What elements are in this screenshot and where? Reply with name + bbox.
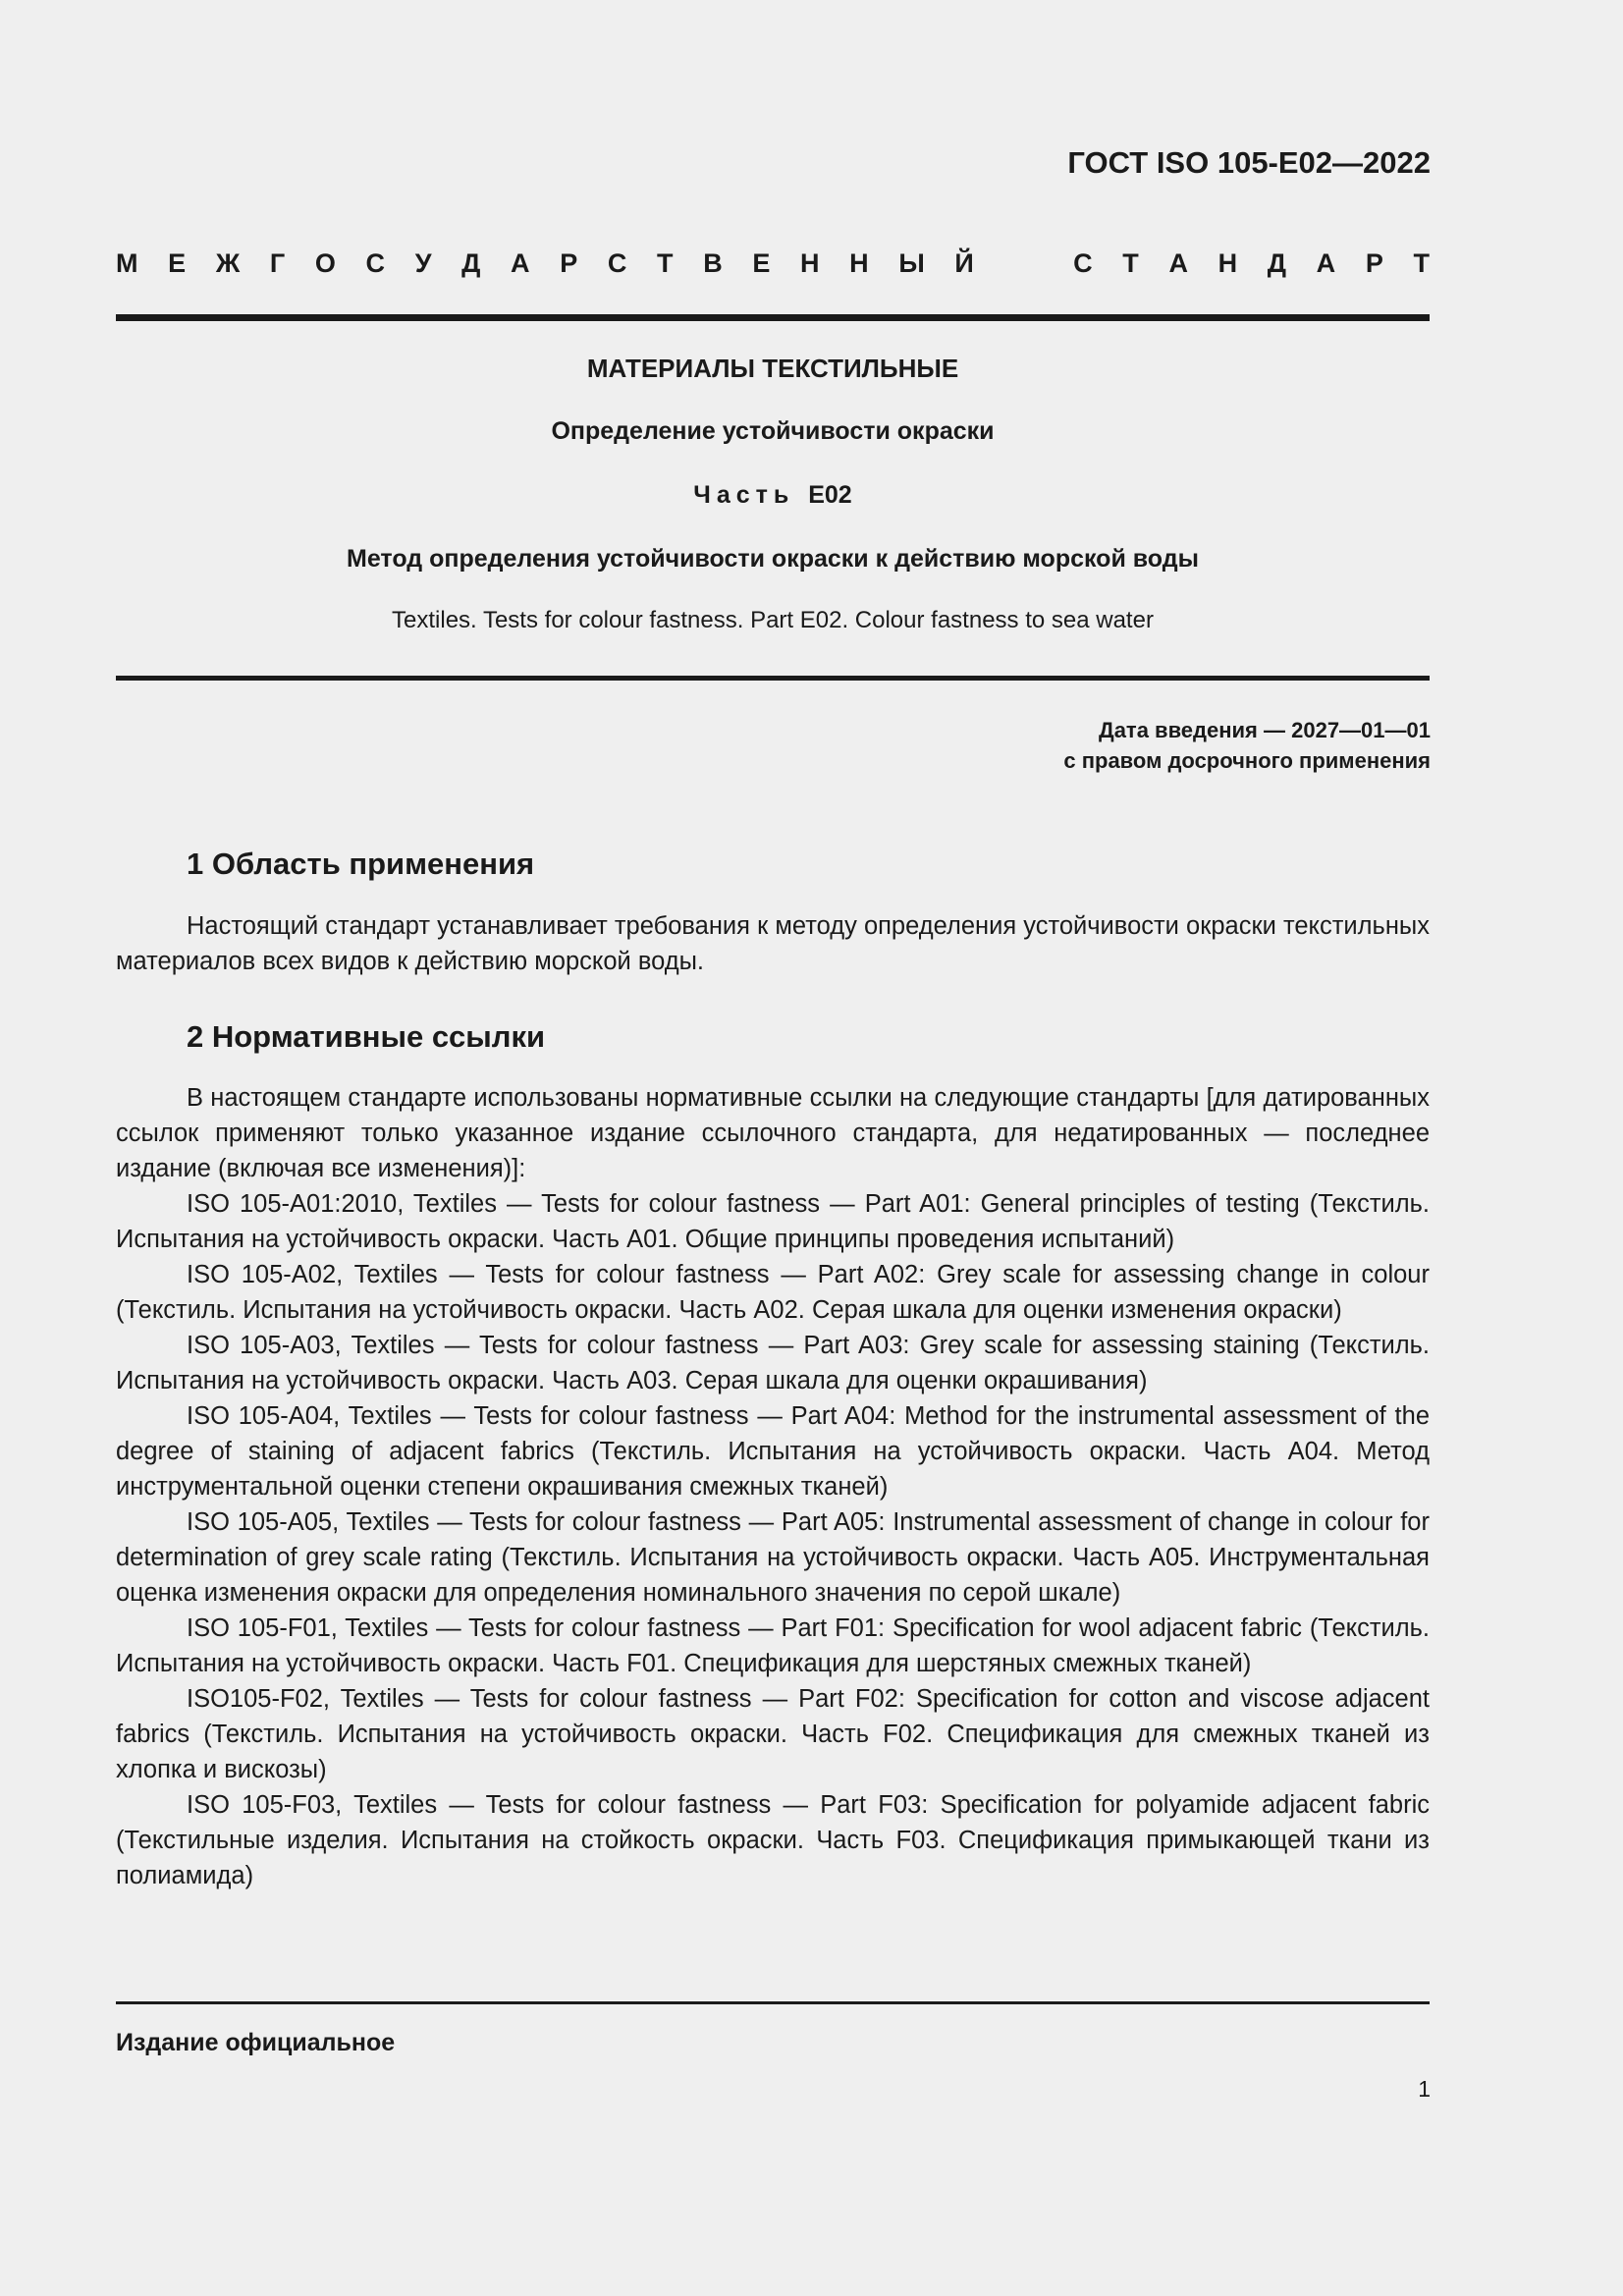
banner-gap <box>1003 248 1043 279</box>
banner-letter: Р <box>560 248 578 278</box>
banner-letter: Т <box>1413 248 1430 278</box>
banner-letter: М <box>116 248 138 278</box>
banner-letter: Ы <box>898 248 925 278</box>
banner-letter: Е <box>752 248 771 278</box>
document-subtitle: Определение устойчивости окраски <box>551 417 995 445</box>
reference-item: ISO 105-A02, Textiles — Tests for colour fastness — Part A02: Grey scale for assessing change in colour (Текстиль. Испытания на устойчивость окраски. Часть A02. Серая шкала для оценки изменения окраски) <box>116 1261 1430 1324</box>
banner-letter: А <box>511 248 530 278</box>
header-divider <box>116 314 1430 321</box>
early-application-note: с правом досрочного применения <box>1063 748 1431 773</box>
part-code: E02 <box>808 481 852 509</box>
introduction-date <box>1063 715 1431 776</box>
banner-letter: Н <box>800 248 820 278</box>
banner-letter: Й <box>954 248 974 278</box>
banner-letter: В <box>703 248 723 278</box>
title-divider <box>116 676 1430 681</box>
reference-item: ISO 105-F03, Textiles — Tests for colour fastness — Part F03: Specification for polyamide adjacent fabric (Текстильные изделия. Испытания на стойкость окраски. Часть F03. Спецификация примыкающей ткани из полиамида) <box>116 1791 1430 1889</box>
reference-item: ISO 105-A04, Textiles — Tests for colour fastness — Part A04: Method for the instrumental assessment of the degree of staining of adjacent fabrics (Текстиль. Испытания на устойчивость окраски. Часть A04. Метод инструментальной оценки степени окрашивания смежных тканей) <box>116 1402 1430 1501</box>
banner-letter: Ж <box>215 248 241 278</box>
reference-item: ISO 105-A03, Textiles — Tests for colour fastness — Part A03: Grey scale for assessing staining (Текстиль. Испытания на устойчивость окраски. Часть A03. Серая шкала для оценки окрашивания) <box>116 1332 1430 1394</box>
banner-letter: О <box>314 248 336 278</box>
banner-letter: Т <box>1122 248 1139 278</box>
document-method-title: Метод определения устойчивости окраски к действию морской воды <box>347 545 1199 573</box>
section-2-heading: 2 Нормативные ссылки <box>187 1019 546 1054</box>
footer-divider <box>116 2001 1430 2004</box>
banner-letter: Е <box>168 248 187 278</box>
document-english-title: Textiles. Tests for colour fastness. Part E02. Colour fastness to sea water <box>392 607 1154 633</box>
paragraph: В настоящем стандарте использованы нормативные ссылки на следующие стандарты [для датированных ссылок применяют только указанное издание ссылочного стандарта, для недатированных — последнее издание (включая все изменения)]: <box>116 1084 1430 1182</box>
banner-letter: С <box>365 248 386 278</box>
document-part <box>116 481 1430 510</box>
reference-item: ISO 105-A05, Textiles — Tests for colour fastness — Part A05: Instrumental assessment of change in colour for determination of grey scale rating (Текстиль. Испытания на устойчивость окраски. Часть A05. Инструментальная оценка изменения окраски для определения номинального значения по серой шкале) <box>116 1508 1430 1607</box>
page-number: 1 <box>1418 2076 1431 2102</box>
reference-item: ISO 105-A01:2010, Textiles — Tests for colour fastness — Part A01: General principles of testing (Текстиль. Испытания на устойчивость окраски. Часть A01. Общие принципы проведения испытаний) <box>116 1190 1430 1253</box>
banner-letter: Р <box>1365 248 1383 278</box>
banner-letter: Н <box>1217 248 1238 278</box>
document-title: МАТЕРИАЛЫ ТЕКСТИЛЬНЫЕ <box>586 354 959 383</box>
paragraph: Настоящий стандарт устанавливает требования к методу определения устойчивости окраски текстильных материалов всех видов к действию морской воды. <box>116 912 1430 975</box>
banner-letter: С <box>607 248 627 278</box>
banner-letter: Н <box>849 248 869 278</box>
section-1-body <box>116 908 1430 979</box>
section-2-body <box>116 1080 1430 1893</box>
reference-item: ISO 105-F01, Textiles — Tests for colour fastness — Part F01: Specification for wool adjacent fabric (Текстиль. Испытания на устойчивость окраски. Часть F01. Спецификация для шерстяных смежных тканей) <box>116 1614 1430 1677</box>
standard-code: ГОСТ ISO 105-E02—2022 <box>1067 145 1431 180</box>
banner-letter: А <box>1316 248 1336 278</box>
section-1-heading: 1 Область применения <box>187 847 535 881</box>
banner-letter: А <box>1168 248 1188 278</box>
part-word: Часть <box>693 481 795 509</box>
interstate-standard-banner <box>116 248 1430 279</box>
date-of-introduction: Дата введения — 2027—01—01 <box>1099 718 1431 742</box>
banner-letter: С <box>1073 248 1093 278</box>
banner-letter: Д <box>1267 248 1287 278</box>
official-edition-label: Издание официальное <box>116 2029 396 2056</box>
banner-letter: Т <box>657 248 674 278</box>
banner-letter: Д <box>461 248 481 278</box>
banner-letter: У <box>414 248 432 278</box>
reference-item: ISO105-F02, Textiles — Tests for colour fastness — Part F02: Specification for cotton and viscose adjacent fabrics (Текстиль. Испытания на устойчивость окраски. Часть F02. Спецификация для смежных тканей из хлопка и вискозы) <box>116 1685 1430 1783</box>
banner-letter: Г <box>269 248 286 278</box>
